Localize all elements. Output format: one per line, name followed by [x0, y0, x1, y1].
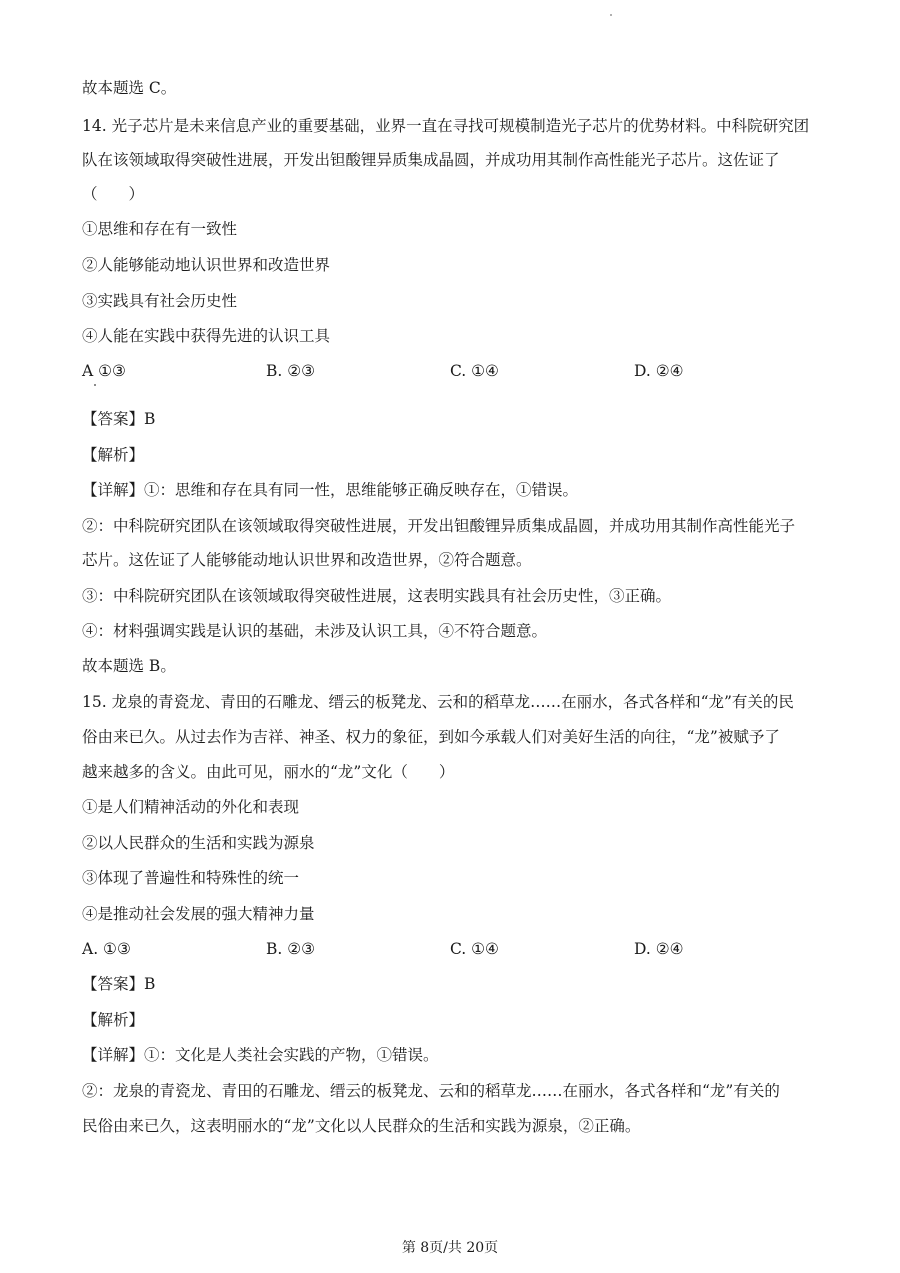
statement-line: ③实践具有社会历史性	[82, 292, 238, 310]
option-dot	[94, 384, 96, 386]
scan-mark	[610, 14, 612, 16]
detail-line: 【详解】①：文化是人类社会实践的产物，①错误。	[82, 1046, 439, 1064]
q15-option-b: B. ②③	[266, 940, 316, 958]
detail-line: 民俗由来已久，这表明丽水的“龙”文化以人民群众的生活和实践为源泉，②正确。	[82, 1117, 641, 1135]
text-line: 故本题选 B。	[82, 657, 176, 675]
detail-line: ④：材料强调实践是认识的基础，未涉及认识工具，④不符合题意。	[82, 622, 548, 640]
statement-line: ③体现了普遍性和特殊性的统一	[82, 869, 300, 887]
q14-option-c: C. ①④	[450, 362, 499, 380]
text-line: 故本题选 C。	[82, 79, 177, 97]
statement-line: ②人能够能动地认识世界和改造世界	[82, 256, 331, 274]
detail-line: 芯片。这佐证了人能够能动地认识世界和改造世界，②符合题意。	[82, 551, 532, 569]
question-14-blank: （ ）	[82, 185, 145, 203]
page-footer: 第 8页/共 20页	[401, 1240, 499, 1256]
question-15-line: 15. 龙泉的青瓷龙、青田的石雕龙、缙云的板凳龙、云和的稻草龙……在丽水，各式各样和“龙”有关的民	[82, 693, 794, 711]
analysis-heading: 【解析】	[82, 1011, 145, 1029]
question-15-line: 越来越多的含义。由此可见，丽水的“龙”文化（ ）	[82, 763, 455, 781]
statement-line: ④是推动社会发展的强大精神力量	[82, 905, 315, 923]
detail-line: ②：中科院研究团队在该领域取得突破性进展，开发出钽酸锂异质集成晶圆，并成功用其制作高性能光子	[82, 517, 796, 535]
q14-option-a: A ①③	[82, 362, 126, 380]
q15-option-d: D. ②④	[634, 940, 684, 958]
statement-line: ④人能在实践中获得先进的认识工具	[82, 327, 331, 345]
answer-line: 【答案】B	[82, 410, 156, 428]
statement-line: ①思维和存在有一致性	[82, 220, 238, 238]
question-14-line: 14. 光子芯片是未来信息产业的重要基础，业界一直在寻找可规模制造光子芯片的优势材料。中科院研究团	[82, 117, 810, 135]
analysis-heading: 【解析】	[82, 446, 145, 464]
question-15-line: 俗由来已久。从过去作为吉祥、神圣、权力的象征，到如今承载人们对美好生活的向往，“龙”被赋予了	[82, 728, 780, 746]
q15-option-c: C. ①④	[450, 940, 499, 958]
statement-line: ②以人民群众的生活和实践为源泉	[82, 834, 315, 852]
statement-line: ①是人们精神活动的外化和表现	[82, 798, 300, 816]
answer-line: 【答案】B	[82, 975, 156, 993]
question-14-line: 队在该领域取得突破性进展，开发出钽酸锂异质集成晶圆，并成功用其制作高性能光子芯片。这佐证了	[82, 151, 780, 169]
q14-option-d: D. ②④	[634, 362, 684, 380]
detail-line: ②：龙泉的青瓷龙、青田的石雕龙、缙云的板凳龙、云和的稻草龙……在丽水，各式各样和“龙”有关的	[82, 1082, 780, 1100]
q14-option-b: B. ②③	[266, 362, 316, 380]
q15-option-a: A. ①③	[82, 940, 131, 958]
detail-line: 【详解】①：思维和存在具有同一性，思维能够正确反映存在，①错误。	[82, 481, 579, 499]
detail-line: ③：中科院研究团队在该领域取得突破性进展，这表明实践具有社会历史性，③正确。	[82, 587, 672, 605]
